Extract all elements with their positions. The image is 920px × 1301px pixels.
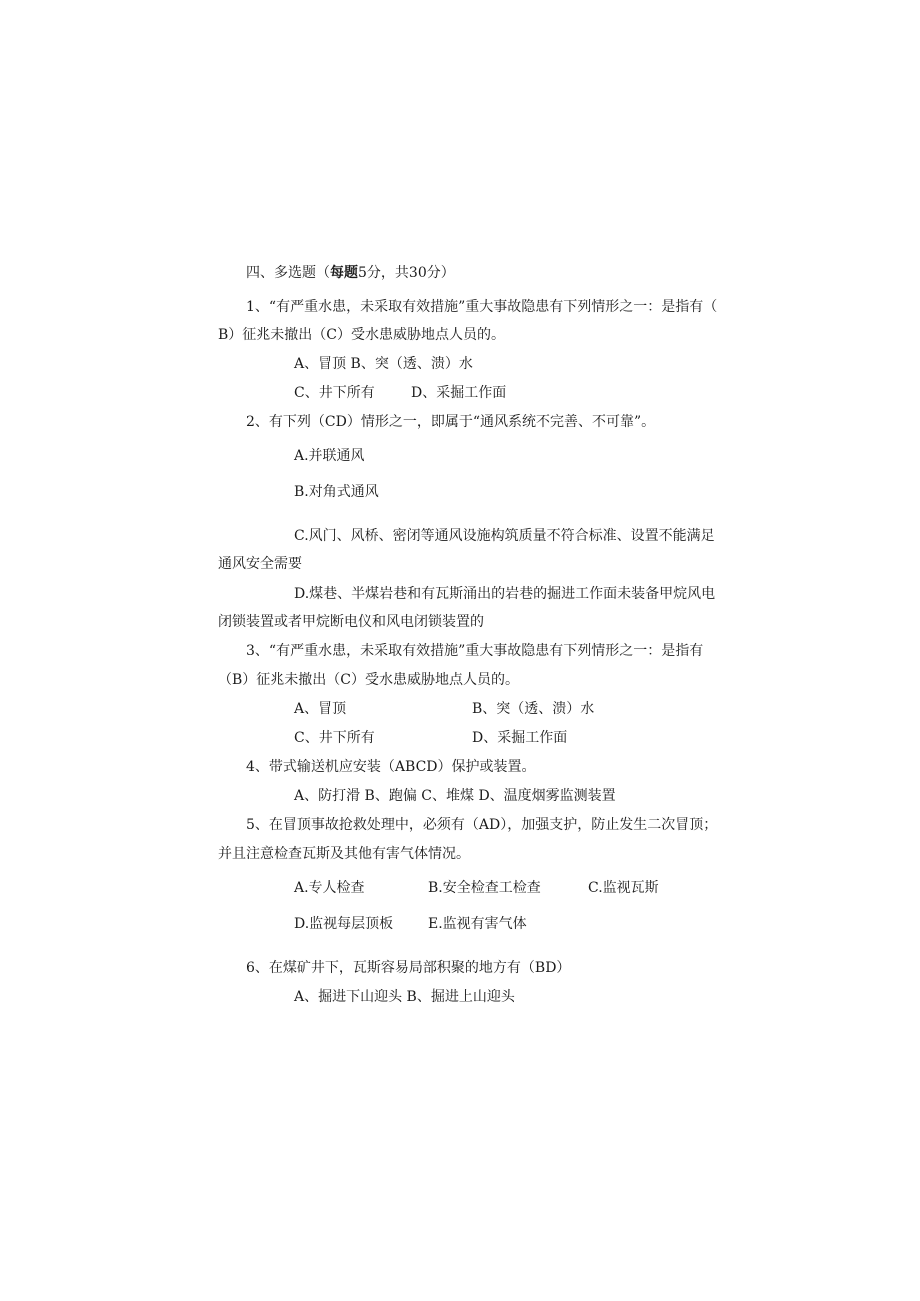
q5-option-c: C.监视瓦斯 <box>588 880 659 896</box>
section-heading-prefix: 四、多选题（ <box>246 265 330 281</box>
q2-option-d-line-2: 闭锁装置或者甲烷断电仪和风电闭锁装置的 <box>218 614 484 630</box>
q3-stem-line-2: （B）征兆未撤出（C）受水患威胁地点人员的。 <box>218 672 519 688</box>
q1-stem-line-1: 1、“有严重水患，未采取有效措施”重大事故隐患有下列情形之一：是指有（ <box>246 299 718 315</box>
q6-stem: 6、在煤矿井下，瓦斯容易局部积聚的地方有（BD） <box>246 960 571 976</box>
q2-option-a: A.并联通风 <box>294 448 365 464</box>
q5-stem-line-2: 并且注意检查瓦斯及其他有害气体情况。 <box>218 846 470 862</box>
q2-option-d-line-1: D.煤巷、半煤岩巷和有瓦斯涌出的岩巷的掘进工作面未装备甲烷风电 <box>294 586 716 602</box>
q5-option-e: E.监视有害气体 <box>428 916 527 932</box>
q3-option-b: B、突（透、溃）水 <box>472 701 595 717</box>
q2-stem: 2、有下列（CD）情形之一，即属于“通风系统不完善、不可靠”。 <box>246 414 656 430</box>
section-heading-suffix: 5分，共30分） <box>358 265 455 281</box>
q2-option-b: B.对角式通风 <box>294 484 379 500</box>
q5-stem-line-1: 5、在冒顶事故抢救处理中，必须有（AD），加强支护，防止发生二次冒顶； <box>246 817 718 833</box>
q4-stem: 4、带式输送机应安装（ABCD）保护或装置。 <box>246 759 536 775</box>
q4-options: A、防打滑 B、跑偏 C、堆煤 D、温度烟雾监测装置 <box>294 788 616 804</box>
q2-option-c-line-1: C.风门、风桥、密闭等通风设施构筑质量不符合标准、设置不能满足 <box>294 528 715 544</box>
q1-option-d: D、采掘工作面 <box>411 385 507 401</box>
q3-option-a: A、冒顶 <box>294 701 347 717</box>
section-heading-bold: 每题 <box>330 265 358 281</box>
q3-stem-line-1: 3、“有严重水患，未采取有效措施”重大事故隐患有下列情形之一：是指有 <box>246 643 704 659</box>
q5-option-d: D.监视每层顶板 <box>294 916 394 932</box>
q3-option-d: D、采掘工作面 <box>472 730 568 746</box>
q5-option-b: B.安全检查工检查 <box>428 880 541 896</box>
section-heading <box>246 263 455 283</box>
q6-options: A、掘进下山迎头 B、掘进上山迎头 <box>294 989 515 1005</box>
q1-option-c: C、井下所有 <box>294 385 375 401</box>
q1-stem-line-2: B）征兆未撤出（C）受水患威胁地点人员的。 <box>218 327 505 343</box>
q5-option-a: A.专人检查 <box>294 880 365 896</box>
q3-option-c: C、井下所有 <box>294 730 375 746</box>
q1-option-a-b: A、冒顶 B、突（透、溃）水 <box>294 356 473 372</box>
q2-option-c-line-2: 通风安全需要 <box>218 556 302 572</box>
